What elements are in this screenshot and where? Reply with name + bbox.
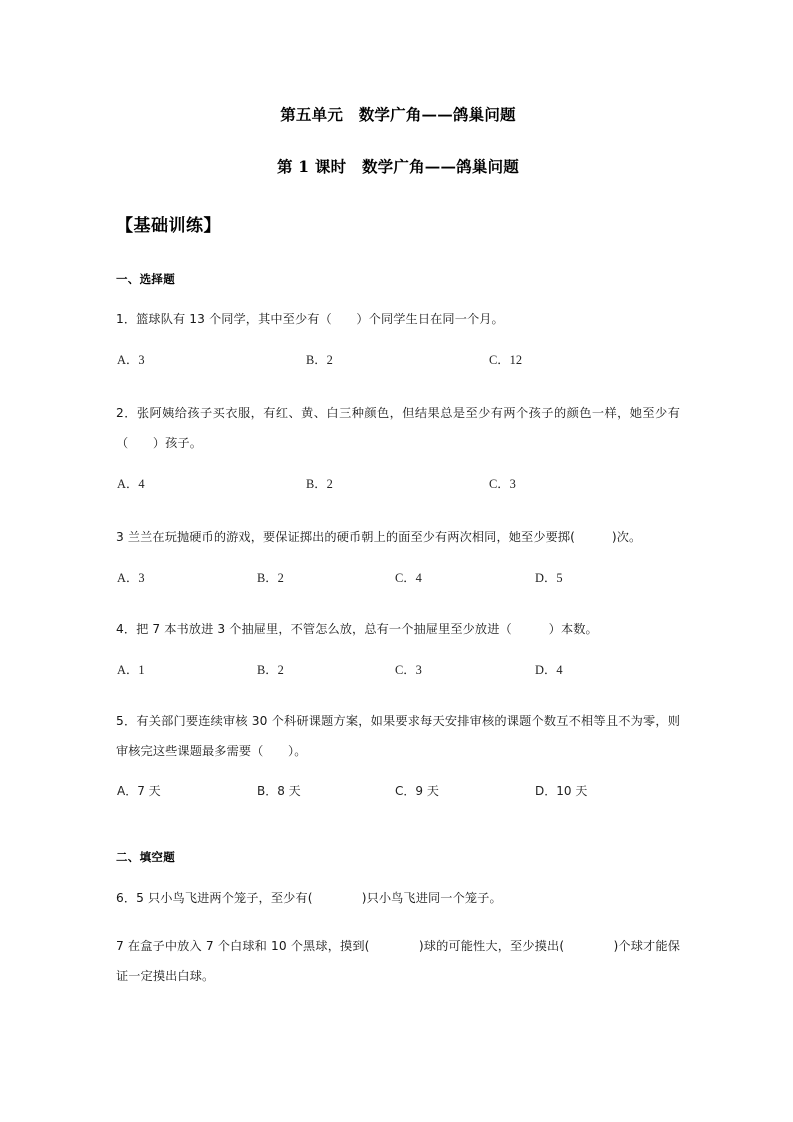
option-row-1 [116, 334, 680, 380]
option-2-a[interactable]: A．4 [117, 477, 145, 492]
option-4-a[interactable]: A．1 [117, 663, 145, 678]
option-2-c[interactable]: C．3 [489, 477, 516, 492]
question-text-7: 7 在盒子中放入 7 个白球和 10 个黑球，摸到( )球的可能性大，至少摸出( )个球才能保证一定摸出白球。 [116, 939, 680, 984]
section-title-basic-training: 【基础训练】 [116, 216, 221, 237]
option-row-3 [116, 552, 680, 598]
option-3-d[interactable]: D．5 [535, 571, 563, 586]
option-3-a[interactable]: A．3 [117, 571, 145, 586]
question-text-2: 2．张阿姨给孩子买衣服，有红、黄、白三种颜色，但结果总是至少有两个孩子的颜色一样，她至少有（ ）孩子。 [116, 406, 680, 451]
option-5-b[interactable]: B．8 天 [257, 784, 301, 799]
question-text-1: 1．篮球队有 13 个同学，其中至少有（ ）个同学生日在同一个月。 [116, 312, 504, 327]
option-4-d[interactable]: D．4 [535, 663, 563, 678]
lesson-title: 第 1 课时 数学广角——鸽巢问题 [277, 156, 519, 176]
option-3-b[interactable]: B．2 [257, 571, 284, 586]
question-text-3: 3 兰兰在玩抛硬币的游戏，要保证掷出的硬币朝上的面至少有两次相同，她至少要掷( )次。 [116, 530, 642, 545]
option-3-c[interactable]: C．4 [395, 571, 422, 586]
section-heading-multiple-choice: 一、选择题 [116, 271, 175, 286]
option-5-d[interactable]: D．10 天 [535, 784, 588, 799]
question-text-6: 6．5 只小鸟飞进两个笼子，至少有( )只小鸟飞进同一个笼子。 [116, 891, 502, 906]
question-text-5: 5．有关部门要连续审核 30 个科研课题方案，如果要求每天安排审核的课题个数互不相等且不为零，则审核完这些课题最多需要（ ）。 [116, 714, 680, 759]
question-text-4: 4．把 7 本书放进 3 个抽屉里，不管怎么放，总有一个抽屉里至少放进（ ）本数。 [116, 622, 598, 637]
option-row-2 [116, 458, 680, 504]
option-row-5 [116, 766, 680, 812]
section-heading-fill-in-blank: 二、填空题 [116, 850, 175, 865]
option-4-c[interactable]: C．3 [395, 663, 422, 678]
option-1-a[interactable]: A．3 [117, 353, 145, 368]
option-2-b[interactable]: B．2 [306, 477, 333, 492]
option-4-b[interactable]: B．2 [257, 663, 284, 678]
option-1-c[interactable]: C．12 [489, 353, 523, 368]
option-1-b[interactable]: B．2 [306, 353, 333, 368]
option-5-c[interactable]: C．9 天 [395, 784, 439, 799]
option-row-4 [116, 644, 680, 690]
option-5-a[interactable]: A．7 天 [117, 784, 161, 799]
unit-title: 第五单元 数学广角——鸽巢问题 [280, 105, 516, 124]
